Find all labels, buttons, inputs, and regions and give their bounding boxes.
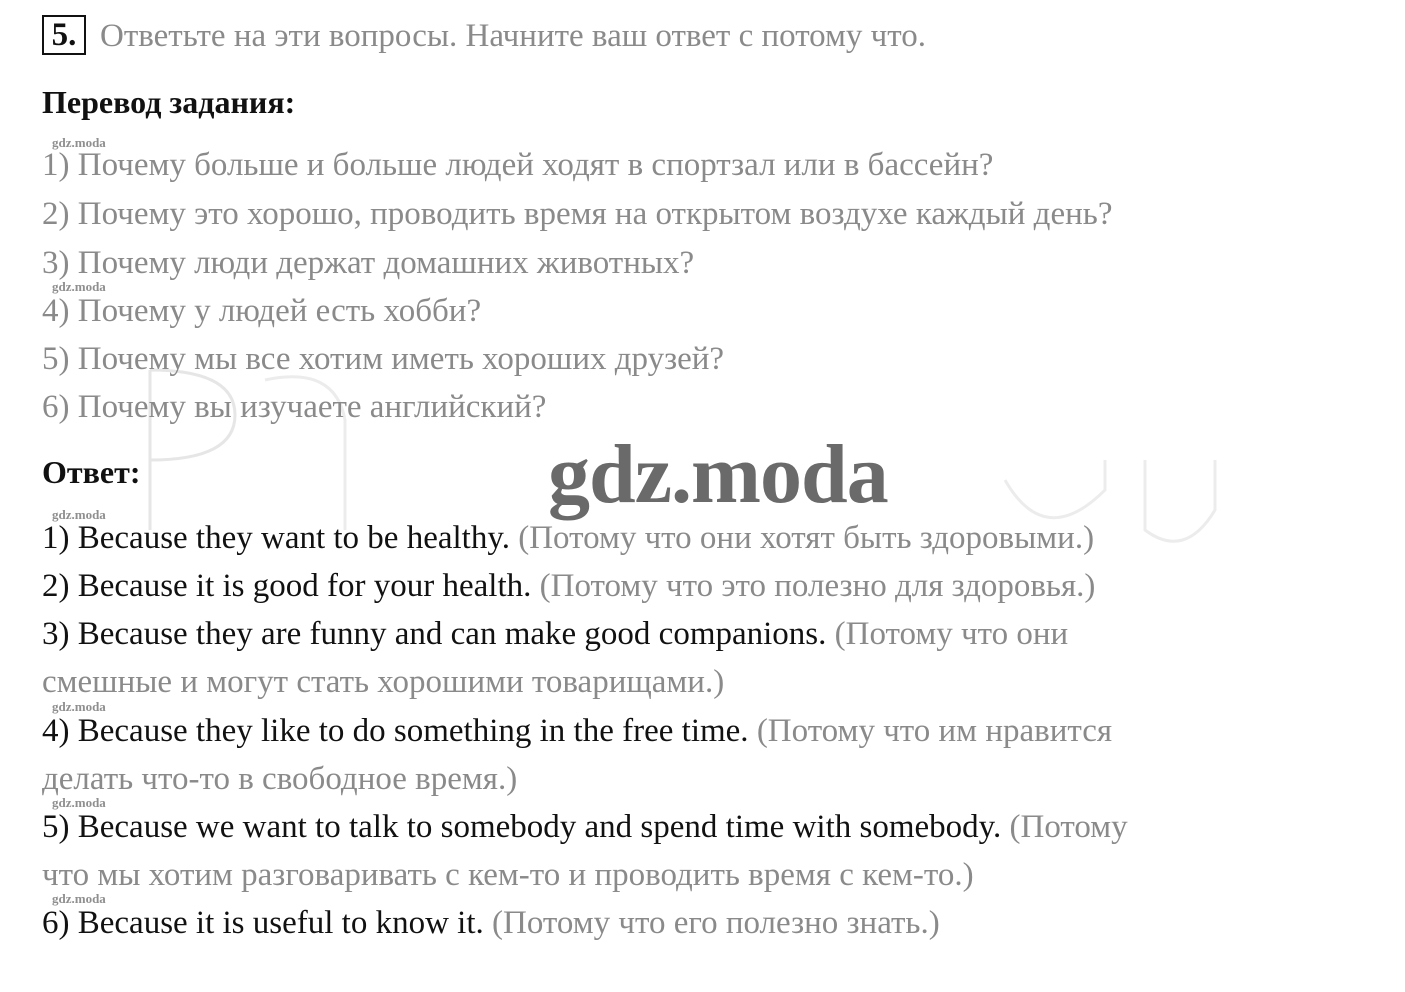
answer-item-5-continuation: что мы хотим разговаривать с кем-то и проводить время с кем-то.) bbox=[42, 857, 974, 893]
answer-item-2 bbox=[42, 566, 1095, 606]
translation-item-1: 1) Почему больше и больше людей ходят в спортзал или в бассейн? bbox=[42, 147, 994, 183]
large-watermark: gdz.moda bbox=[548, 428, 888, 521]
answer-item-1 bbox=[42, 518, 1094, 558]
answer-russian: (Потому что им нравится bbox=[756, 713, 1113, 749]
translation-item-2: 2) Почему это хорошо, проводить время на открытом воздухе каждый день? bbox=[42, 196, 1113, 232]
answer-russian: (Потому что это полезно для здоровья.) bbox=[539, 568, 1096, 604]
answer-russian: (Потому что его полезно знать.) bbox=[492, 905, 940, 941]
answer-english: 6) Because it is useful to know it. bbox=[42, 905, 484, 941]
small-watermark: gdz.moda bbox=[52, 699, 106, 714]
answer-item-4 bbox=[42, 711, 1112, 751]
small-watermark: gdz.moda bbox=[52, 891, 106, 906]
task-number-box: 5. bbox=[42, 15, 86, 55]
small-watermark: gdz.moda bbox=[52, 135, 106, 150]
answer-item-3 bbox=[42, 614, 1068, 654]
translation-item-6: 6) Почему вы изучаете английский? bbox=[42, 389, 547, 425]
answer-heading: Ответ: bbox=[42, 454, 141, 490]
translation-item-4: 4) Почему у людей есть хобби? bbox=[42, 293, 482, 329]
small-watermark: gdz.moda bbox=[52, 279, 106, 294]
translation-heading: Перевод задания: bbox=[42, 84, 296, 120]
small-watermark: gdz.moda bbox=[52, 795, 106, 810]
answer-english: 4) Because they like to do something in the free time. bbox=[42, 713, 749, 749]
translation-item-3: 3) Почему люди держат домашних животных? bbox=[42, 245, 695, 281]
answer-english: 3) Because they are funny and can make good companions. bbox=[42, 616, 827, 652]
answer-item-6 bbox=[42, 903, 940, 943]
answer-item-4-continuation: делать что-то в свободное время.) bbox=[42, 761, 518, 797]
translation-item-5: 5) Почему мы все хотим иметь хороших друзей? bbox=[42, 341, 725, 377]
answer-russian: (Потому что они bbox=[834, 616, 1069, 652]
answer-russian: (Потому что они хотят быть здоровыми.) bbox=[518, 520, 1095, 556]
answer-item-3-continuation: смешные и могут стать хорошими товарищами.) bbox=[42, 664, 725, 700]
answer-english: 1) Because they want to be healthy. bbox=[42, 520, 510, 556]
answer-english: 5) Because we want to talk to somebody and spend time with somebody. bbox=[42, 809, 1002, 845]
small-watermark: gdz.moda bbox=[52, 507, 106, 522]
answer-item-5 bbox=[42, 807, 1128, 847]
answer-english: 2) Because it is good for your health. bbox=[42, 568, 532, 604]
task-instruction: Ответьте на эти вопросы. Начните ваш ответ с потому что. bbox=[100, 18, 927, 54]
answer-russian: (Потому bbox=[1009, 809, 1128, 845]
